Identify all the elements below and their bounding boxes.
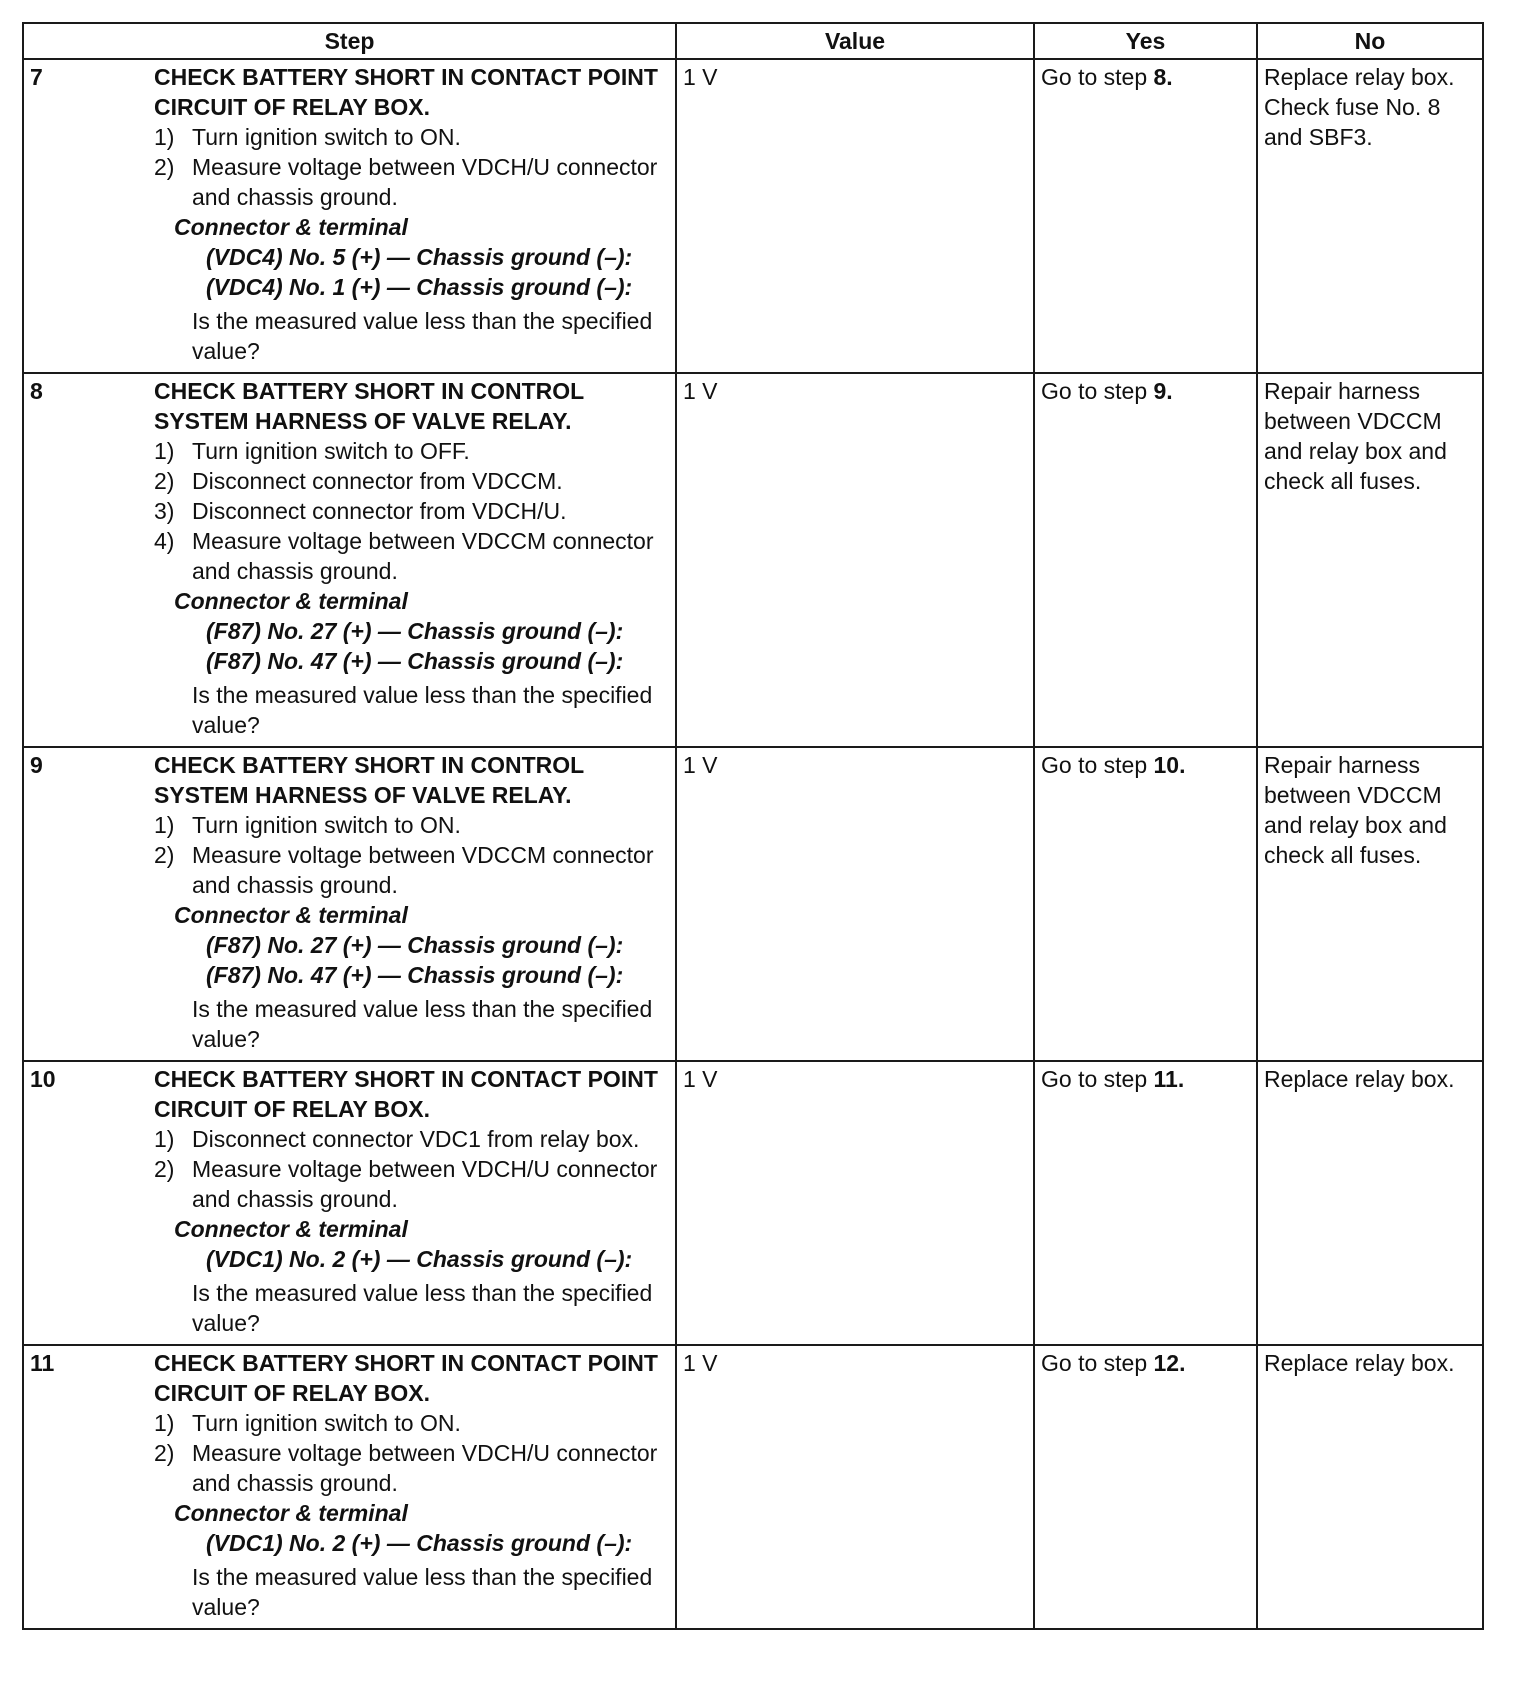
procedure-text: Disconnect connector from VDCH/U. <box>192 498 567 524</box>
connector-terminal: (F87) No. 27 (+) — Chassis ground (–): <box>206 618 624 644</box>
step-body <box>154 750 665 1054</box>
procedure-item <box>154 152 665 212</box>
no-cell: Repair harness between VDCCM and relay box and check all fuses. <box>1257 747 1483 1061</box>
step-question: Is the measured value less than the specified value? <box>192 1280 653 1336</box>
value-cell: 1 V <box>676 1345 1034 1629</box>
header-step: Step <box>23 23 676 59</box>
step-question: Is the measured value less than the specified value? <box>192 996 653 1052</box>
value-cell: 1 V <box>676 59 1034 373</box>
step-number: 10 <box>30 1066 56 1092</box>
step-question: Is the measured value less than the specified value? <box>192 308 653 364</box>
step-body <box>154 1348 665 1622</box>
connector-terminal: (VDC4) No. 1 (+) — Chassis ground (–): <box>206 274 633 300</box>
procedure-number: 2) <box>154 468 175 494</box>
no-cell: Replace relay box. Check fuse No. 8 and SBF3. <box>1257 59 1483 373</box>
step-cell <box>23 59 676 373</box>
connector-label: Connector & terminal <box>174 1500 408 1526</box>
procedure-list <box>154 1124 665 1214</box>
step-body <box>154 62 665 366</box>
procedure-item <box>154 122 665 152</box>
step-number: 7 <box>30 64 43 90</box>
step-number: 8 <box>30 378 43 404</box>
procedure-number: 1) <box>154 812 175 838</box>
procedure-number: 1) <box>154 1126 175 1152</box>
connector-list <box>154 1244 665 1274</box>
procedure-text: Disconnect connector from VDCCM. <box>192 468 563 494</box>
table-body <box>23 59 1483 1629</box>
step-cell <box>23 1345 676 1629</box>
procedure-text: Turn ignition switch to OFF. <box>192 438 470 464</box>
yes-text: Go to step <box>1041 64 1154 90</box>
step-heading: CHECK BATTERY SHORT IN CONTROL SYSTEM HARNESS OF VALVE RELAY. <box>154 378 584 434</box>
procedure-item <box>154 526 665 586</box>
connector-list <box>154 242 665 302</box>
diagnostic-page <box>22 22 1482 1630</box>
connector-label: Connector & terminal <box>174 588 408 614</box>
step-heading: CHECK BATTERY SHORT IN CONTACT POINT CIRCUIT OF RELAY BOX. <box>154 1066 658 1122</box>
step-cell <box>23 747 676 1061</box>
yes-cell <box>1034 747 1257 1061</box>
yes-cell <box>1034 1345 1257 1629</box>
yes-step: 8. <box>1153 64 1173 90</box>
step-number: 9 <box>30 752 43 778</box>
connector-list <box>154 930 665 990</box>
yes-text: Go to step <box>1041 1350 1154 1376</box>
connector-terminal: (F87) No. 27 (+) — Chassis ground (–): <box>206 932 624 958</box>
yes-text: Go to step <box>1041 752 1154 778</box>
procedure-list <box>154 122 665 212</box>
header-yes: Yes <box>1034 23 1257 59</box>
procedure-number: 2) <box>154 842 175 868</box>
procedure-list <box>154 436 665 586</box>
yes-step: 12. <box>1153 1350 1186 1376</box>
connector-list <box>154 616 665 676</box>
value-cell: 1 V <box>676 747 1034 1061</box>
step-number: 11 <box>30 1350 55 1376</box>
procedure-item <box>154 436 665 466</box>
procedure-item <box>154 466 665 496</box>
procedure-text: Turn ignition switch to ON. <box>192 124 461 150</box>
procedure-list <box>154 1408 665 1498</box>
diagnostic-table <box>22 22 1484 1630</box>
table-row <box>23 747 1483 1061</box>
connector-terminal: (VDC1) No. 2 (+) — Chassis ground (–): <box>206 1246 633 1272</box>
table-row <box>23 59 1483 373</box>
procedure-number: 3) <box>154 498 175 524</box>
connector-label: Connector & terminal <box>174 214 408 240</box>
procedure-number: 2) <box>154 1156 175 1182</box>
yes-text: Go to step <box>1041 378 1154 404</box>
table-row <box>23 1345 1483 1629</box>
connector-terminal: (F87) No. 47 (+) — Chassis ground (–): <box>206 962 624 988</box>
table-header-row <box>23 23 1483 59</box>
procedure-number: 1) <box>154 1410 175 1436</box>
procedure-item <box>154 1154 665 1214</box>
procedure-item <box>154 496 665 526</box>
step-cell <box>23 373 676 747</box>
procedure-list <box>154 810 665 900</box>
procedure-item <box>154 1438 665 1498</box>
procedure-item <box>154 810 665 840</box>
procedure-number: 2) <box>154 154 175 180</box>
procedure-text: Measure voltage between VDCH/U connector and chassis ground. <box>192 1156 658 1212</box>
no-cell: Repair harness between VDCCM and relay box and check all fuses. <box>1257 373 1483 747</box>
yes-step: 10. <box>1153 752 1186 778</box>
yes-cell <box>1034 1061 1257 1345</box>
header-no: No <box>1257 23 1483 59</box>
connector-label: Connector & terminal <box>174 1216 408 1242</box>
procedure-text: Measure voltage between VDCH/U connector and chassis ground. <box>192 154 658 210</box>
procedure-text: Measure voltage between VDCH/U connector and chassis ground. <box>192 1440 658 1496</box>
connector-terminal: (VDC1) No. 2 (+) — Chassis ground (–): <box>206 1530 633 1556</box>
step-question: Is the measured value less than the specified value? <box>192 1564 653 1620</box>
step-body <box>154 376 665 740</box>
procedure-text: Turn ignition switch to ON. <box>192 812 461 838</box>
step-body <box>154 1064 665 1338</box>
step-heading: CHECK BATTERY SHORT IN CONTACT POINT CIRCUIT OF RELAY BOX. <box>154 1350 658 1406</box>
connector-list <box>154 1528 665 1558</box>
table-row <box>23 1061 1483 1345</box>
procedure-item <box>154 1124 665 1154</box>
procedure-text: Measure voltage between VDCCM connector and chassis ground. <box>192 842 654 898</box>
procedure-item <box>154 840 665 900</box>
procedure-text: Disconnect connector VDC1 from relay box. <box>192 1126 640 1152</box>
yes-cell <box>1034 373 1257 747</box>
step-heading: CHECK BATTERY SHORT IN CONTROL SYSTEM HARNESS OF VALVE RELAY. <box>154 752 584 808</box>
procedure-text: Measure voltage between VDCCM connector and chassis ground. <box>192 528 654 584</box>
procedure-number: 2) <box>154 1440 175 1466</box>
header-value: Value <box>676 23 1034 59</box>
no-cell: Replace relay box. <box>1257 1345 1483 1629</box>
yes-text: Go to step <box>1041 1066 1154 1092</box>
connector-terminal: (VDC4) No. 5 (+) — Chassis ground (–): <box>206 244 633 270</box>
connector-label: Connector & terminal <box>174 902 408 928</box>
yes-step: 9. <box>1153 378 1173 404</box>
procedure-number: 4) <box>154 528 175 554</box>
connector-terminal: (F87) No. 47 (+) — Chassis ground (–): <box>206 648 624 674</box>
procedure-number: 1) <box>154 124 175 150</box>
step-heading: CHECK BATTERY SHORT IN CONTACT POINT CIRCUIT OF RELAY BOX. <box>154 64 658 120</box>
no-cell: Replace relay box. <box>1257 1061 1483 1345</box>
value-cell: 1 V <box>676 1061 1034 1345</box>
step-cell <box>23 1061 676 1345</box>
yes-cell <box>1034 59 1257 373</box>
value-cell: 1 V <box>676 373 1034 747</box>
table-row <box>23 373 1483 747</box>
procedure-item <box>154 1408 665 1438</box>
procedure-number: 1) <box>154 438 175 464</box>
step-question: Is the measured value less than the specified value? <box>192 682 653 738</box>
yes-step: 11. <box>1153 1066 1185 1092</box>
procedure-text: Turn ignition switch to ON. <box>192 1410 461 1436</box>
